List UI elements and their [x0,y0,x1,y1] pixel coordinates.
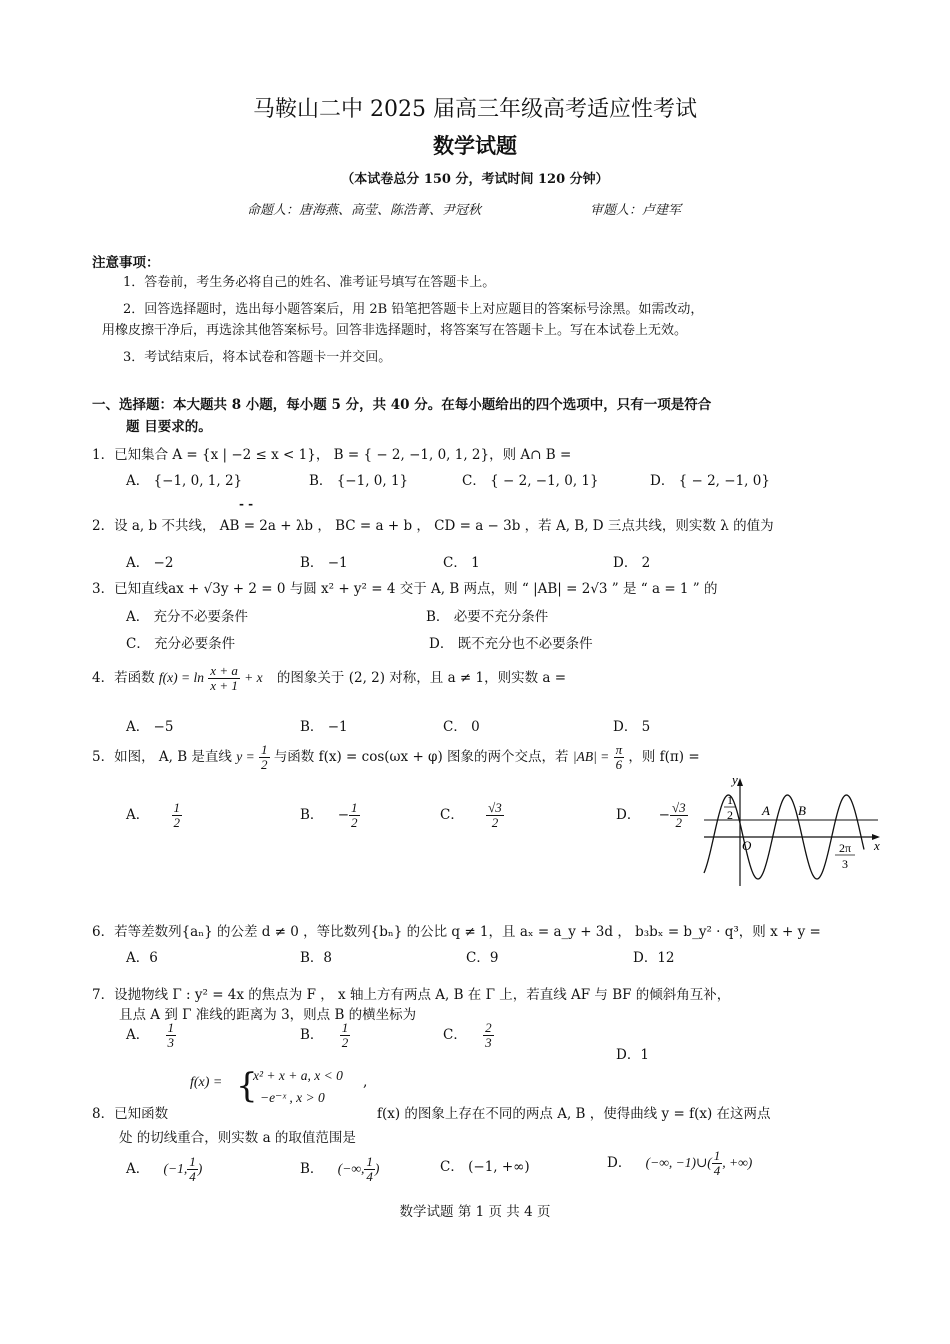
q7-option-b-label: B． [300,1027,324,1043]
question-8-function-label: f(x) = [190,1075,223,1090]
question-8-option-a: A． (−1, $\frac{1}{4}$ ) [126,1154,203,1184]
q8-option-a-label: A． [126,1161,150,1177]
question-2-option-d: D． 2 [613,555,651,571]
question-5-option-d [616,800,688,830]
vector-arrow-mark: - - [239,497,254,511]
question-4-fraction-numerator: x + a [210,663,238,678]
exam-title: 马鞍山二中 2025 届高三年级高考适应性考试 [253,97,697,122]
question-5-pi-den: 6 [615,757,623,772]
q7-option-c-label: C． [443,1027,467,1043]
question-5-pi-over-6 [614,743,625,772]
q8-option-d-num: 1 [713,1148,721,1163]
question-8-option-d [607,1146,752,1180]
question-2-stem: 2．设 a, b 不共线， AB = 2a + λb ， BC = a + b ， CD = a − 3b ，若 A, B, D 三点共线，则实数 λ 的值为 [92,518,774,534]
question-8-stem-line2: 处 的切线重合，则实数 a 的取值范围是 [119,1130,356,1146]
question-8-stem-pre: 8．已知函数 [92,1106,169,1122]
option-b-num: 1 [351,800,358,815]
question-4-option-b: B． −1 [300,719,348,735]
option-d-den: 2 [675,815,682,830]
question-8-case-2: −e⁻ˣ , x > 0 [260,1090,325,1105]
q8-option-a-value: (−1, [163,1161,188,1176]
question-7-option-d: D．1 [616,1047,649,1063]
question-3-option-c: C． 充分必要条件 [126,636,236,652]
question-4-stem [92,664,566,693]
option-b-label: B． [300,807,324,823]
option-c-label: C． [440,807,464,823]
question-4-option-c: C． 0 [443,719,480,735]
tick-half-den: 2 [727,808,733,822]
q8-option-d-den: 4 [713,1163,721,1178]
question-4-stem-post: 的图象关于 (2, 2) 对称，且 a ≠ 1，则实数 a = [276,670,567,686]
option-c-fraction [486,801,504,830]
y-axis-arrow [737,778,743,786]
point-a-label: A [762,803,770,818]
question-5-ab: |AB| = [572,749,610,764]
option-b-sign: − [337,807,350,823]
q7-option-b-fraction [340,1021,351,1050]
q7-option-c-fraction [483,1021,494,1050]
question-4-plus-x: + x [244,670,263,685]
question-2-option-c: C． 1 [443,555,480,571]
origin-label: O [742,838,752,853]
question-7-option-a [126,1020,176,1050]
question-5-pi-num: π [615,742,623,757]
exam-info: （本试卷总分 150 分，考试时间 120 分钟） [341,172,609,187]
q8-option-b-fraction [364,1155,375,1184]
question-3-option-a: A． 充分不必要条件 [126,609,249,625]
question-8-option-b: B． (−∞, $\frac{1}{4}$ ) [300,1154,380,1184]
question-5-option-b [300,800,360,830]
tick-2pi3-num: 2π [838,841,852,855]
question-1-option-c: C． { − 2, −1, 0, 1} [462,473,599,489]
question-6-stem: 6．若等差数列{aₙ} 的公差 d ≠ 0 ，等比数列{bₙ} 的公比 q ≠ 1，且 aₓ = a_y + 3d ， b₃bₓ = b_y² · q³，则 x + y = [92,924,821,940]
exam-subject: 数学试题 [433,133,517,158]
question-1-option-b: B． {−1, 0, 1} [309,473,409,489]
section-heading-line1: 一、选择题：本大题共 8 小题，每小题 5 分，共 40 分。在每小题给出的四个选项中，只有一项是符合 [92,397,712,413]
note-2a: 2．回答选择题时，选出每小题答案后，用 2B 铅笔把答题卡上对应题目的答案标号涂黑。如需改动， [123,302,704,317]
question-1-stem: 1．已知集合 A = {x | −2 ≤ x < 1}， B = { − 2, −1, 0, 1, 2}，则 A∩ B = [92,447,572,463]
tick-half-num: 1 [727,793,733,807]
question-1-option-a: A． {−1, 0, 1, 2} [126,473,243,489]
q8-option-d-fraction [712,1149,723,1178]
option-d-fraction [670,801,688,830]
question-6-option-b: B．8 [300,950,333,966]
question-8-option-c: C． (−1, +∞) [440,1159,530,1175]
question-4-fraction-denominator: x + 1 [210,678,238,693]
q8-option-a-fraction [187,1155,198,1184]
q8-option-b-num: 1 [366,1154,373,1169]
q7-option-b-num: 1 [341,1020,349,1035]
q8-option-b-label: B． [300,1161,324,1177]
q7-option-a-den: 3 [167,1035,175,1050]
option-d-label: D． [616,807,641,823]
q7-option-a-label: A． [126,1027,150,1043]
option-a-den: 2 [173,815,181,830]
q7-option-b-den: 2 [341,1035,349,1050]
cosine-graph [700,768,885,890]
question-7-stem-line2: 且点 A 到 Γ 准线的距离为 3，则点 B 的横坐标为 [119,1007,417,1023]
note-1: 1．答卷前，考生务必将自己的姓名、准考证号填写在答题卡上。 [123,275,496,290]
q8-option-a-num: 1 [189,1154,196,1169]
question-5-half-num: 1 [261,742,268,757]
axis-label-y: y [732,772,738,787]
question-4-option-a: A． −5 [126,719,174,735]
note-2b: 用橡皮擦干净后，再选涂其他答案标号。回答非选择题时，将答案写在答题卡上。写在本试卷上无效。 [102,323,688,338]
question-5-half [259,743,270,772]
q7-option-a-num: 1 [167,1020,175,1035]
question-8-comma: , [363,1074,368,1090]
question-4-function: f(x) = ln [158,670,204,685]
note-3: 3．考试结束后，将本试卷和答题卡一并交回。 [123,350,392,365]
option-d-sign: − [658,807,670,823]
page-footer: 数学试题 第 1 页 共 4 页 [399,1204,551,1220]
question-5-half-den: 2 [261,757,268,772]
option-a-label: A． [126,807,150,823]
question-2-option-a: A． −2 [126,555,174,571]
option-a-num: 1 [173,800,181,815]
question-5-option-a [126,800,182,830]
section-heading-line2: 题 目要求的。 [126,419,212,435]
question-4-stem-pre: 4．若函数 [92,670,155,686]
q8-option-d-label: D． [607,1155,632,1171]
question-5-stem [92,743,700,772]
tick-2pi3-den: 3 [842,857,848,871]
question-6-option-d: D．12 [633,950,675,966]
question-4-option-d: D． 5 [613,719,651,735]
question-7-stem-line1: 7．设抛物线 Γ : y² = 4x 的焦点为 F ， x 轴上方有两点 A, B 在 Γ 上，若直线 AF 与 BF 的倾斜角互补， [92,987,731,1003]
q8-option-d-value: (−∞, −1)∪( [645,1155,712,1170]
question-3-option-d: D． 既不充分也不必要条件 [429,636,593,652]
piecewise-brace-icon: { [236,1066,258,1106]
question-7-option-b [300,1020,350,1050]
question-5-stem-pre: 5．如图， A, B 是直线 [92,749,232,765]
question-4-fraction [208,664,240,693]
notes-heading: 注意事项： [92,255,160,271]
q8-option-d-tail: , +∞) [722,1155,753,1170]
question-3-option-b: B． 必要不充分条件 [426,609,549,625]
reviewer: 审题人：卢建军 [590,203,682,218]
question-6-option-a: A．6 [126,950,158,966]
question-8-case-1: x² + x + a, x < 0 [253,1068,343,1083]
option-a-fraction [172,801,183,830]
q7-option-a-fraction [166,1021,177,1050]
q8-option-b-den: 4 [366,1169,373,1184]
question-8-stem-line1: f(x) 的图象上存在不同的两点 A, B ，使得曲线 y = f(x) 在这两点 [377,1106,771,1122]
question-5-stem-mid: 与函数 f(x) = cos(ωx + φ) 图象的两个交点，若 [273,749,569,765]
question-5-stem-post: ，则 f(π) = [628,749,700,765]
question-5-y-eq: y = [236,749,255,764]
option-c-den: 2 [491,815,499,830]
axis-label-x: x [874,838,880,853]
option-c-num: √3 [488,800,502,815]
question-1-option-d: D． { − 2, −1, 0} [650,473,770,489]
question-7-option-c [443,1020,494,1050]
q7-option-c-num: 2 [485,1020,492,1035]
option-d-num: √3 [671,800,686,815]
option-b-fraction [349,801,360,830]
q8-option-b-value: (−∞, [337,1161,365,1176]
question-6-option-c: C．9 [466,950,499,966]
question-3-stem: 3．已知直线ax + √3y + 2 = 0 与圆 x² + y² = 4 交于 A, B 两点，则 “ |AB| = 2√3 ” 是 “ a = 1 ” 的 [92,581,718,597]
setters: 命题人：唐海燕、高莹、陈浩菁、尹冠秋 [247,203,482,218]
option-b-den: 2 [351,815,358,830]
q8-option-a-den: 4 [189,1169,196,1184]
question-5-option-c [440,800,504,830]
q7-option-c-den: 3 [485,1035,492,1050]
point-b-label: B [798,803,806,818]
question-2-option-b: B． −1 [300,555,348,571]
